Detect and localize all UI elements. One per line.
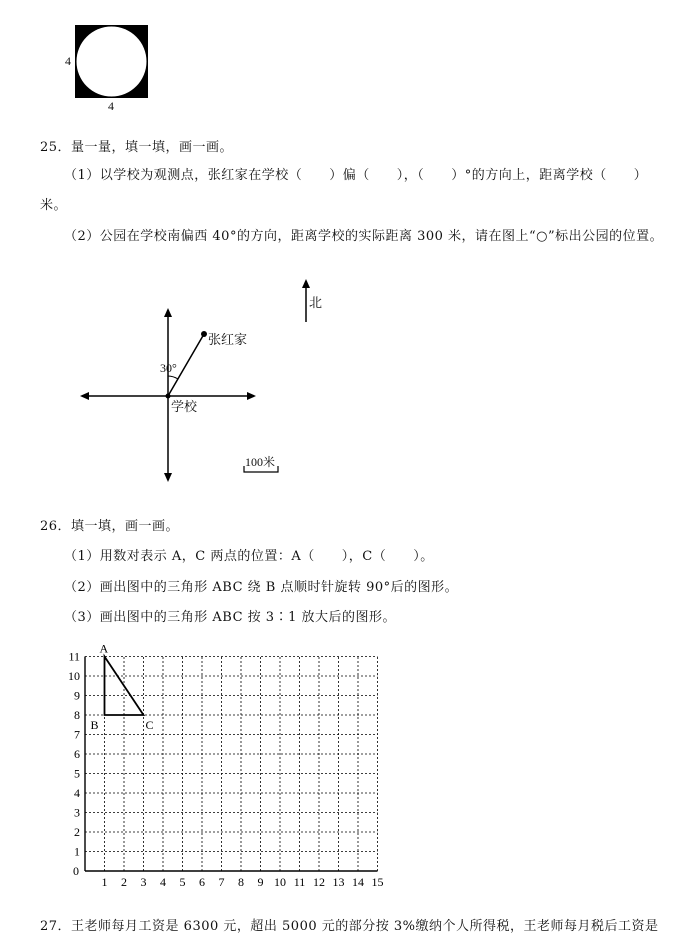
grid-lines <box>85 657 378 872</box>
point-b-label: B <box>90 718 99 732</box>
y-tick-label: 3 <box>74 805 80 820</box>
square-side-label-left: 4 <box>65 54 71 68</box>
y-tick-label: 10 <box>68 669 80 683</box>
q25-part1-line1: （1）以学校为观测点，张红家在学校（ ）偏（ ），（ ）°的方向上，距离学校（ ） <box>64 168 648 183</box>
school-label: 学校 <box>171 399 198 414</box>
north-label: 北 <box>309 295 323 310</box>
point-a-label: A <box>99 641 109 656</box>
y-tick-label: 7 <box>74 727 80 742</box>
x-tick-label: 9 <box>257 875 264 889</box>
house-point <box>201 331 207 337</box>
x-tick-label: 2 <box>121 875 127 889</box>
origin-label: 0 <box>73 864 79 878</box>
x-tick-label: 5 <box>179 875 186 889</box>
angle-label: 30° <box>160 361 177 375</box>
y-tick-label: 8 <box>74 708 80 722</box>
x-tick-label: 8 <box>238 875 244 889</box>
q26-title: 26．填一填，画一画。 <box>40 519 180 534</box>
x-tick-label: 7 <box>218 875 225 889</box>
coordinate-grid <box>60 640 400 895</box>
x-tick-label: 10 <box>274 875 286 889</box>
map-east-arrow <box>247 392 256 400</box>
square-side-label-bottom: 4 <box>108 99 114 113</box>
q25-part2: （2）公园在学校南偏西 40°的方向，距离学校的实际距离 300 米，请在图上“○”标出公园的位置。 <box>64 229 664 244</box>
white-circle <box>77 27 147 97</box>
q26-part2: （2）画出图中的三角形 ABC 绕 B 点顺时针旋转 90°后的图形。 <box>64 580 459 595</box>
x-tick-label: 12 <box>313 875 325 889</box>
y-tick-label: 5 <box>74 766 80 781</box>
scale-label: 100米 <box>245 455 276 469</box>
q26-part3: （3）画出图中的三角形 ABC 按 3∶1 放大后的图形。 <box>64 610 396 625</box>
q26-part1: （1）用数对表示 A，C 两点的位置：A（ ），C（ ）。 <box>64 549 434 564</box>
y-tick-label: 2 <box>74 825 80 839</box>
grid-tick-labels <box>68 650 384 890</box>
x-tick-label: 3 <box>140 875 147 889</box>
x-tick-label: 11 <box>293 875 306 889</box>
y-tick-label: 1 <box>74 844 80 859</box>
q25-part1-line2: 米。 <box>40 198 68 213</box>
y-tick-label: 6 <box>74 747 80 761</box>
house-label: 张红家 <box>208 332 248 347</box>
point-c-label: C <box>145 718 154 732</box>
x-tick-label: 13 <box>332 875 345 889</box>
direction-map <box>70 270 390 490</box>
q25-title: 25．量一量，填一填，画一画。 <box>40 140 234 155</box>
x-tick-label: 1 <box>101 875 108 889</box>
y-tick-label: 11 <box>68 649 80 664</box>
square-circle-figure <box>60 20 160 115</box>
map-north-arrow <box>164 308 172 317</box>
x-tick-label: 4 <box>160 875 166 889</box>
angle-arc <box>168 376 178 379</box>
x-tick-label: 6 <box>199 875 205 889</box>
x-tick-label: 15 <box>371 875 384 889</box>
y-tick-label: 9 <box>74 688 80 703</box>
map-south-arrow <box>164 473 172 482</box>
map-west-arrow <box>80 392 89 400</box>
north-indicator-arrow <box>302 279 310 288</box>
q27-line1: 27．王老师每月工资是 6300 元，超出 5000 元的部分按 3%缴纳个人所得税，王老师每月税后工资是 <box>40 919 659 934</box>
y-tick-label: 4 <box>74 786 80 800</box>
x-tick-label: 14 <box>352 875 364 889</box>
